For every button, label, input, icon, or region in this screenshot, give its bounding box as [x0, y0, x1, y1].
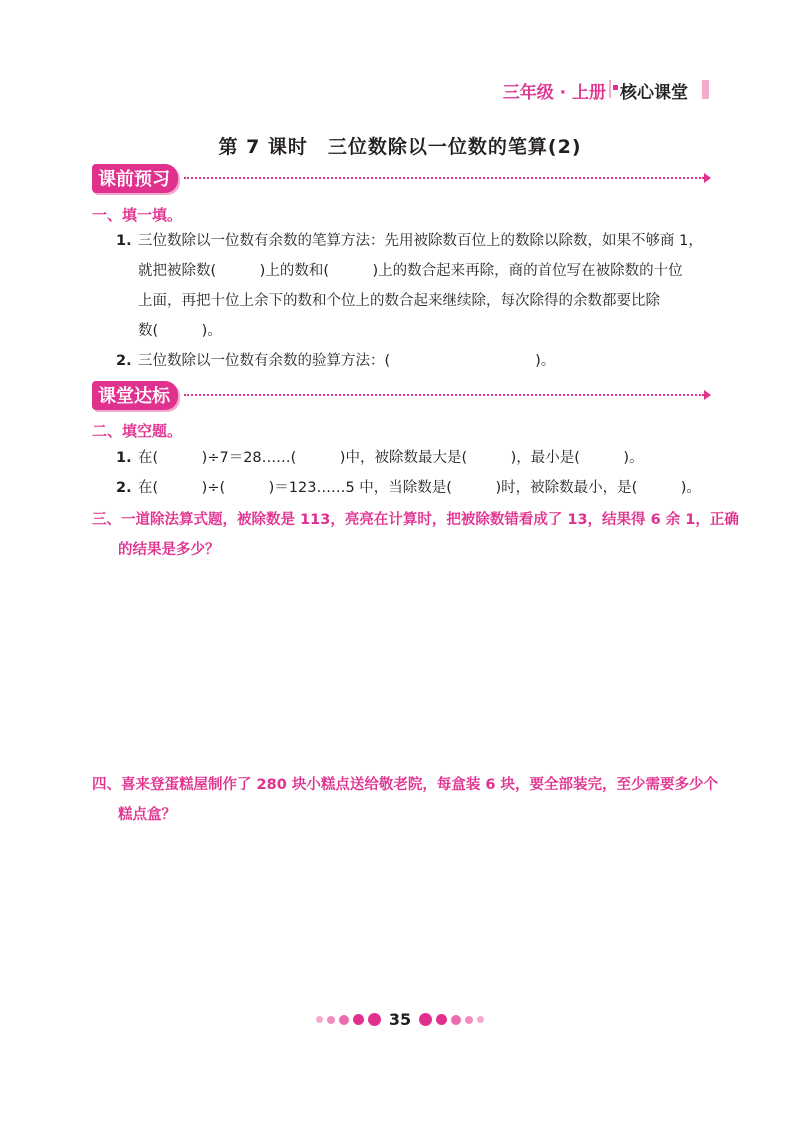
classroom-banner-dots: [184, 394, 704, 396]
lesson-title: 第 7 课时 三位数除以一位数的笔算(2): [218, 136, 582, 158]
question-number: 1.: [116, 450, 132, 466]
question-text: 上面，再把十位上余下的数和个位上的数合起来继续除，每次除得的余数都要比除: [138, 293, 660, 309]
grade-label: 三年级 · 上册: [502, 83, 606, 103]
section-two-title: 二、填空题。: [92, 422, 183, 440]
classroom-banner: [92, 382, 711, 408]
section-one-title: 一、填一填。: [92, 206, 183, 224]
question-text: 在( )÷7＝28……( )中，被除数最大是( )，最小是( )。: [138, 450, 644, 466]
question-text: 糕点盒？: [118, 807, 176, 823]
classroom-question-2: [116, 473, 701, 503]
dot-icon: [419, 1013, 432, 1026]
question-text: 就把被除数( )上的数和( )上的数合起来再除，商的首位写在被除数的十位: [138, 263, 683, 279]
dot-icon: [327, 1016, 335, 1024]
page-number: 35: [388, 1010, 412, 1029]
question-number: 1.: [116, 233, 132, 249]
section-four-question: [92, 770, 718, 830]
question-number: 2.: [116, 353, 132, 369]
dot-icon: [436, 1014, 447, 1025]
header-divider-mark: [613, 85, 618, 90]
dot-icon: [353, 1014, 364, 1025]
preview-banner-label: 课前预习: [92, 164, 178, 193]
page-footer: [0, 1010, 800, 1029]
preview-question-1: [116, 226, 703, 346]
header-divider: [609, 80, 611, 98]
brand-label: 核心课堂: [620, 83, 688, 103]
preview-banner: [92, 165, 711, 191]
preview-banner-dots: [184, 177, 704, 179]
question-text: 三位数除以一位数有余数的验算方法：( )。: [138, 353, 556, 369]
classroom-question-1: [116, 443, 644, 473]
dot-icon: [316, 1016, 323, 1023]
dot-icon: [451, 1015, 461, 1025]
question-number: 2.: [116, 480, 132, 496]
question-text: 三位数除以一位数有余数的笔算方法：先用被除数百位上的数除以除数，如果不够商 1，: [138, 233, 703, 249]
dot-icon: [465, 1016, 473, 1024]
dot-icon: [477, 1016, 484, 1023]
dot-icon: [368, 1013, 381, 1026]
question-text: 的结果是多少？: [118, 542, 220, 558]
section-three-question: [92, 505, 739, 565]
arrow-right-icon: [704, 173, 711, 183]
arrow-right-icon: [704, 390, 711, 400]
question-text: 在( )÷( )＝123……5 中，当除数是( )时，被除数最小，是( )。: [138, 480, 701, 496]
question-text: 三、一道除法算式题，被除数是 113，亮亮在计算时，把被除数错看成了 13，结果得 6 余 1，正确: [92, 512, 739, 528]
preview-question-2: [116, 346, 555, 376]
question-text: 四、喜来登蛋糕屋制作了 280 块小糕点送给敬老院，每盒装 6 块，要全部装完，至少需要多少个: [92, 777, 719, 793]
question-text: 数( )。: [138, 323, 222, 339]
classroom-banner-label: 课堂达标: [92, 381, 178, 410]
dot-icon: [339, 1015, 349, 1025]
header-bar: [702, 80, 709, 99]
